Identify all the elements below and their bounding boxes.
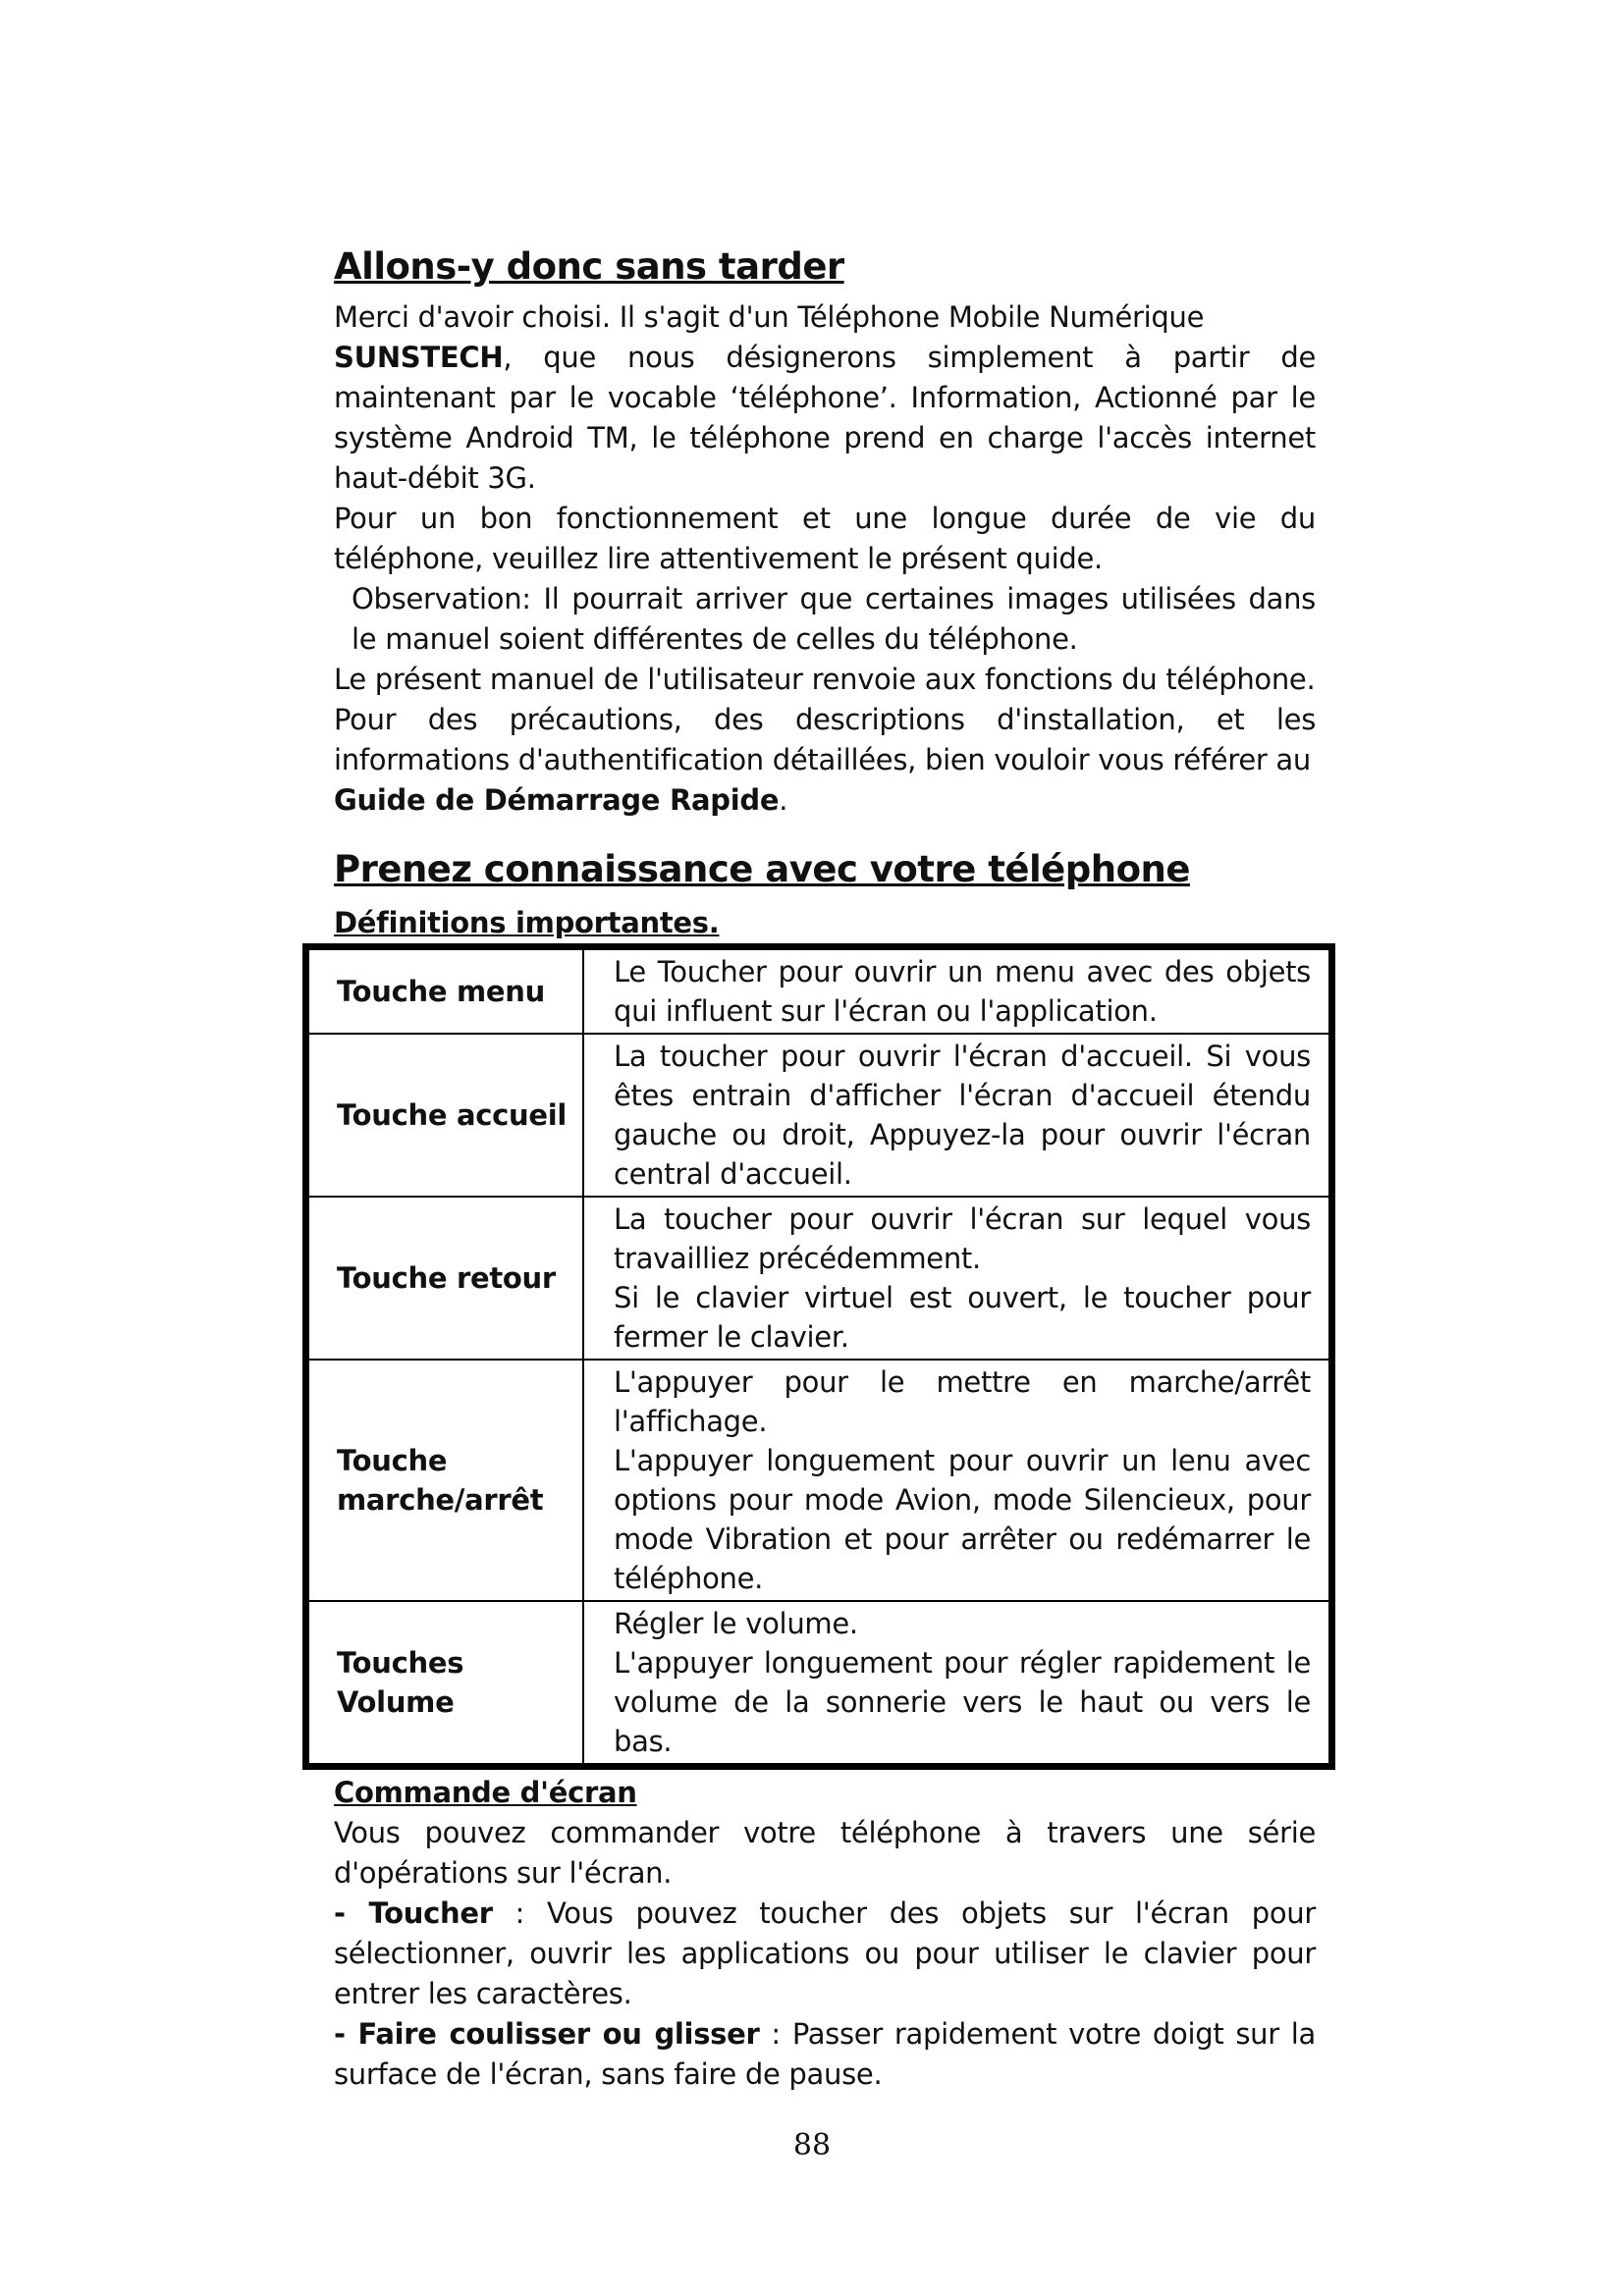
description-cell — [583, 1034, 1332, 1197]
term-cell: Touche menu — [306, 947, 584, 1035]
table-row — [306, 1601, 1332, 1767]
swipe-paragraph — [334, 2014, 1316, 2095]
touch-text: : Vous pouvez toucher des objets sur l'écran pour sélectionner, ouvrir les applications ou pour utiliser le clavier pour entrer les caractères. — [334, 1896, 1316, 2010]
intro-paragraph — [334, 297, 1316, 499]
section-title-start: Allons-y donc sans tarder — [334, 245, 844, 288]
reference-paragraph — [334, 700, 1316, 821]
reference-text: Pour des précautions, des descriptions d'installation, et les informations d'authentification détaillées, bien vouloir vous référer au — [334, 703, 1316, 776]
intro-text-start: Merci d'avoir choisi. Il s'agit d'un Téléphone Mobile Numérique — [334, 300, 1205, 334]
description-text: L'appuyer longuement pour ouvrir un lenu avec options pour mode Avion, mode Silencieux, pour mode Vibration et pour arrêter ou redémarrer le téléphone. — [614, 1444, 1311, 1595]
term-cell: Touche marche/arrêt — [306, 1360, 584, 1601]
swipe-label: - Faire coulisser ou glisser — [334, 2017, 760, 2051]
description-cell — [583, 1360, 1332, 1601]
observation-paragraph: Observation: Il pourrait arriver que certaines images utilisées dans le manuel soient différentes de celles du téléphone. — [352, 582, 1316, 656]
description-cell — [583, 1197, 1332, 1360]
table-row — [306, 947, 1332, 1035]
page-number: 88 — [792, 2128, 832, 2163]
screen-control-intro: Vous pouvez commander votre téléphone à travers une série d'opérations sur l'écran. — [334, 1816, 1316, 1890]
description-text: Régler le volume. — [614, 1607, 858, 1640]
manual-paragraph: Le présent manuel de l'utilisateur renvoie aux fonctions du téléphone. — [334, 663, 1316, 696]
reference-end: . — [779, 783, 788, 817]
usage-paragraph: Pour un bon fonctionnement et une longue durée de vie du téléphone, veuillez lire attentivement le présent quide. — [334, 502, 1316, 575]
touch-label: - Toucher — [334, 1896, 493, 1930]
description-text: Si le clavier virtuel est ouvert, le toucher pour fermer le clavier. — [614, 1281, 1311, 1354]
description-cell — [583, 947, 1332, 1035]
description-text: La toucher pour ouvrir l'écran sur lequel vous travailliez précédemment. — [614, 1202, 1311, 1275]
quick-start-guide-reference: Guide de Démarrage Rapide — [334, 783, 780, 817]
touch-paragraph — [334, 1894, 1316, 2014]
manual-page — [334, 245, 1316, 2095]
table-row — [306, 1034, 1332, 1197]
description-text: Le Toucher pour ouvrir un menu avec des objets qui influent sur l'écran ou l'application. — [614, 955, 1311, 1028]
description-cell — [583, 1601, 1332, 1767]
swipe-text: : Passer rapidement votre doigt sur la surface de l'écran, sans faire de pause. — [334, 2017, 1316, 2091]
description-text: L'appuyer longuement pour régler rapidement le volume de la sonnerie vers le haut ou vers le bas. — [614, 1646, 1311, 1758]
term-cell: Touche retour — [306, 1197, 584, 1360]
definitions-table — [302, 943, 1335, 1770]
table-row — [306, 1360, 1332, 1601]
term-cell: Touches Volume — [306, 1601, 584, 1767]
screen-control-heading: Commande d'écran — [334, 1776, 637, 1809]
section-title-phone: Prenez connaissance avec votre téléphone — [334, 848, 1190, 890]
definitions-heading: Définitions importantes. — [334, 906, 720, 939]
description-text: La toucher pour ouvrir l'écran d'accueil. Si vous êtes entrain d'afficher l'écran d'accueil étendu gauche ou droit, Appuyez-la pour ouvrir l'écran central d'accueil. — [614, 1040, 1311, 1191]
term-cell: Touche accueil — [306, 1034, 584, 1197]
table-row — [306, 1197, 1332, 1360]
intro-text-end: , que nous désignerons simplement à partir de maintenant par le vocable ‘téléphone’. Information, Actionné par le système Android TM, le téléphone prend en charge l'accès internet haut-débit 3G. — [334, 341, 1316, 495]
description-text: L'appuyer pour le mettre en marche/arrêt l'affichage. — [614, 1365, 1311, 1438]
brand-name: SUNSTECH — [334, 341, 504, 374]
